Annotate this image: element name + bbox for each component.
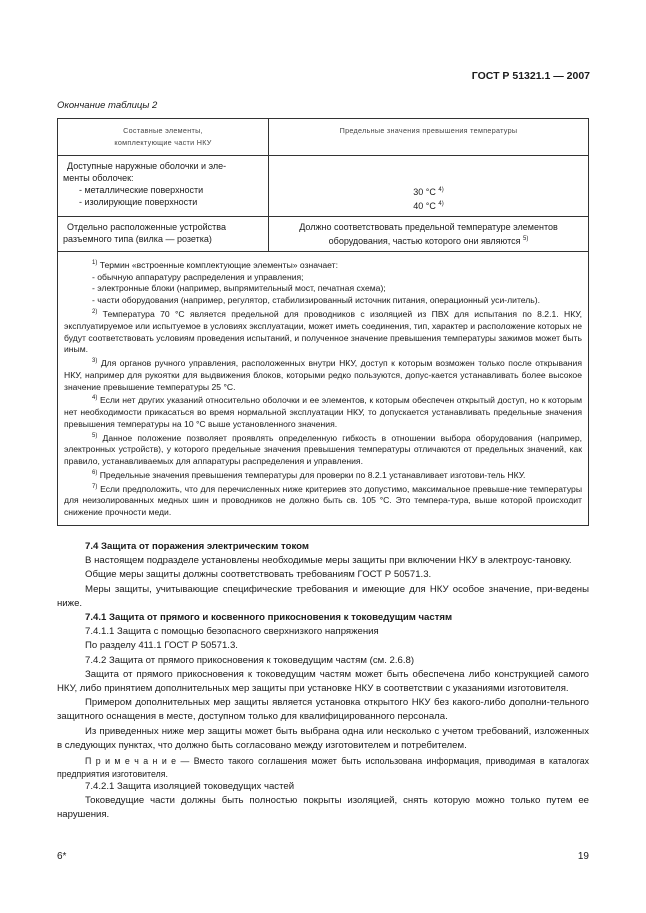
paragraph: Примером дополнительных мер защиты является установка открытого НКУ без какого-либо дополни-тельного защитного оснащения в месте, доступном только для квалифицированного персонала. <box>57 697 589 723</box>
paragraph: Меры защиты, учитывающие специфические требования и имеющие для НКУ особое значение, при-ведены ниже. <box>57 583 589 609</box>
row1-line4: - изолирующие поверхности <box>79 197 198 207</box>
row2-value-line2: оборудования, частью которого они являются <box>328 236 523 246</box>
col2-header-text: Предельные значения превышения температуры <box>339 126 518 135</box>
footnote-text: Термин «встроенные комплектующие элементы» означает: <box>97 259 338 270</box>
footnote-text: Для органов ручного управления, расположенных внутри НКУ, доступ к которым возможен только после открывания НКУ, например для рукоятки для выдвижения блоков, которыми редко пользуются, допус-кается устанавливать более высокое значение превышение температуры 25 °С. <box>64 357 582 392</box>
page-number: 19 <box>577 851 589 862</box>
paragraph: 7.4.2 Защита от прямого прикосновения к токоведущим частям (см. 2.6.8) <box>85 654 415 666</box>
row1-value1-footnote: 4) <box>438 187 444 193</box>
row1-line1: Доступные наружные оболочки и эле- <box>67 161 227 171</box>
paragraph: В настоящем подразделе установлены необходимые меры защиты при включении НКУ в электроус-тановку. <box>85 555 572 567</box>
col1-header-line2: комплектующие части НКУ <box>114 138 212 147</box>
paragraph: 7.4.1 Защита от прямого и косвенного прикосновения к токоведущим частям <box>85 612 453 624</box>
document-header: ГОСТ Р 51321.1 — 2007 <box>471 70 590 82</box>
row2-value <box>269 217 589 252</box>
row1-line2: менты оболочек: <box>63 173 134 183</box>
footnote <box>64 258 582 272</box>
paragraph: Из приведенных ниже мер защиты может быть выбрана одна или несколько с учетом требований, изложенных в следующих пунктах, что должно быть согласовано между изготовителем и потребителем. <box>57 725 589 751</box>
footnote-text: - электронные блоки (например, выпрямительный мост, печатная схема); <box>92 283 386 294</box>
footnote-number: 7) <box>92 483 98 490</box>
footnote-number: 5) <box>92 432 98 439</box>
footnote-text: Если нет других указаний относительно оболочки и ее элементов, к которым обеспечен открытый доступ, но к которым нет необходимости прикасаться во время нормальной эксплуатации НКУ, то допускается устанавливать предельные значения превышения температуры на 10 °С выше установленного значения. <box>64 395 582 429</box>
row1-value <box>269 156 589 217</box>
row2-value-line1: Должно соответствовать предельной температуре элементов <box>299 222 558 232</box>
row1-value1: 30 °С <box>413 187 439 197</box>
footnote <box>64 393 582 430</box>
footnote-text: Предельные значения превышения температуры для проверки по 8.2.1 устанавливает изготови-тель НКУ. <box>97 469 526 480</box>
row1-element <box>58 156 269 217</box>
footnote-text: - части оборудования (например, регулятор, стабилизированный источник питания, операционный уси-литель). <box>92 295 541 306</box>
footnote-text: Данное положение позволяет проявлять определенную гибкость в отношении выбора оборудования (например, электронных устройств), у которого предельные значения превышения температуры отличаются от предельных значений, как правило, устанавливаемых для аппаратуры распределения и управления. <box>64 432 582 467</box>
main-text <box>57 540 589 823</box>
col2-header <box>269 119 589 156</box>
col1-header <box>58 119 269 156</box>
col1-header-line1: Составные элементы, <box>123 126 203 135</box>
footnote <box>64 272 582 284</box>
footnote <box>64 431 582 468</box>
row2-line2: разъемного типа (вилка — розетка) <box>63 234 212 244</box>
footnote-text: - обычную аппаратуру распределения и управления; <box>92 271 304 282</box>
footer-mark: 6* <box>57 851 67 862</box>
row2-value-footnote: 5) <box>523 236 529 242</box>
footnote-number: 2) <box>92 309 98 316</box>
paragraph: Общие меры защиты должны соответствовать требованиям ГОСТ Р 50571.3. <box>85 569 432 581</box>
table-2 <box>57 118 589 526</box>
footnote-text: Температура 70 °С является предельной для проводников с изоляцией из ПВХ для испытания по 8.2.1. НКУ, эксплуатируемое или испытуемое в условиях эксплуатации, может иметь соединения, тип, характер и расположение которых не будут соответствовать условиям проведения испытаний, и полученное значение превышения температуры зажимов может быть иным. <box>64 308 582 355</box>
footnote-number: 6) <box>92 469 98 476</box>
paragraph: Защита от прямого прикосновения к токоведущим частям может быть обеспечена либо конструкцией самого НКУ, либо принятием дополнительных мер защиты при установке НКУ в соответствии с указаниями изготовителя. <box>57 668 589 695</box>
footnote <box>64 307 582 356</box>
footnote-number: 4) <box>92 395 98 402</box>
paragraph: 7.4.1.1 Защита с помощью безопасного сверхнизкого напряжения <box>85 626 379 638</box>
footnote <box>64 468 582 482</box>
paragraph: По разделу 411.1 ГОСТ Р 50571.3. <box>85 640 238 652</box>
table-caption: Окончание таблицы 2 <box>57 100 158 111</box>
paragraph: 7.4 Защита от поражения электрическим током <box>85 541 309 552</box>
footnote <box>64 356 582 393</box>
paragraph: Токоведущие части должны быть полностью покрыты изоляцией, снять которую можно только путем ее нарушения. <box>57 795 589 821</box>
row2-element <box>58 217 269 252</box>
footnote-text: Если предположить, что для перечисленных ниже критериев это допустимо, максимальное превыше-ние температуры для неизолированных медных шин и проводников не должно быть св. 105 °С. Это темпера-тура, выше которой происходит снижение прочности меди. <box>64 483 582 517</box>
table-footnotes <box>58 252 589 526</box>
row2-line1: Отдельно расположенные устройства <box>67 222 226 232</box>
footnote <box>64 283 582 295</box>
paragraph: П р и м е ч а н и е — Вместо такого соглашения может быть использована информация, приводимая в каталогах предприятия изготовителя. <box>57 756 589 779</box>
row1-value2: 40 °С <box>413 201 439 211</box>
paragraph: 7.4.2.1 Защита изоляцией токоведущих частей <box>85 781 295 793</box>
footnote <box>64 482 582 519</box>
footnote <box>64 295 582 307</box>
footnote-number: 3) <box>92 358 98 365</box>
row1-line3: - металлические поверхности <box>79 185 204 195</box>
footnote-number: 1) <box>92 260 98 266</box>
row1-value2-footnote: 4) <box>438 201 444 207</box>
